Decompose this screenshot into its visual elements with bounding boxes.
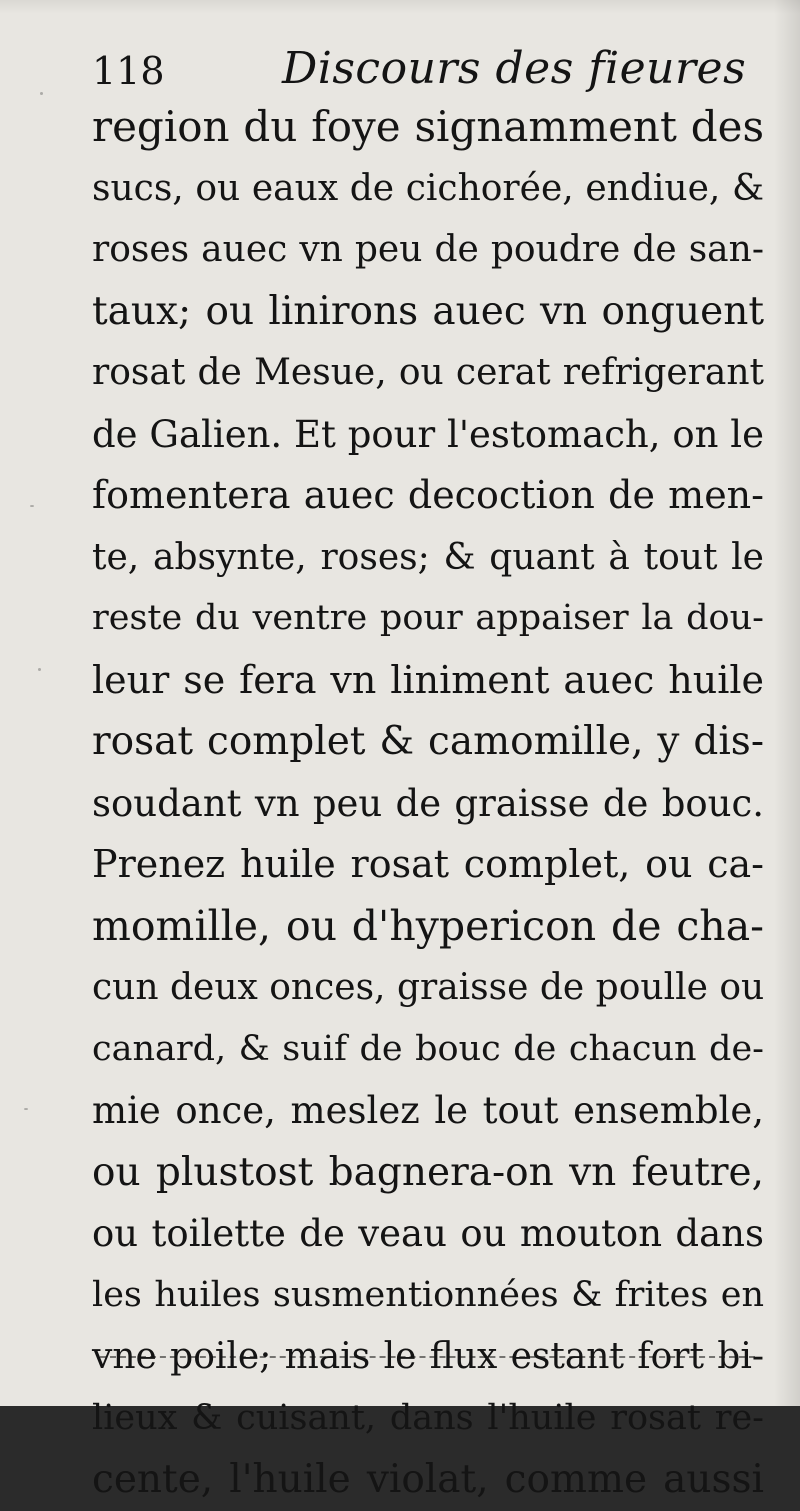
paper-speck — [30, 505, 34, 507]
text-line: sucs, ou eaux de cichorée, endiue, & — [92, 167, 764, 209]
text-line: leur se fera vn liniment auec huile — [92, 657, 764, 702]
text-line: region du foye signamment des — [92, 102, 764, 151]
text-line: roses auec vn peu de poudre de san- — [92, 229, 764, 270]
page-edge-shadow — [774, 0, 800, 1406]
text-line: de Galien. Et pour l'estomach, on le — [92, 412, 764, 456]
bottom-underline — [100, 1356, 755, 1358]
text-line: ou toilette de veau ou mouton dans — [92, 1212, 764, 1255]
running-title: Discours des fieures — [282, 43, 747, 94]
text-line: reste du ventre pour appaiser la dou- — [92, 598, 764, 638]
text-line: taux; ou linirons auec vn onguent — [92, 288, 764, 334]
paper-speck — [24, 1108, 28, 1110]
text-line: te, absynte, roses; & quant à tout le — [92, 536, 764, 578]
text-line: ou plustost bagnera-on vn feutre, — [92, 1149, 764, 1195]
text-line: fomentera auec decoction de men- — [92, 473, 764, 517]
page-top-shadow — [0, 0, 800, 14]
text-line: vne poile; mais le flux estant fort bi- — [92, 1336, 764, 1377]
text-line: canard, & suif de bouc de chacun de- — [92, 1028, 764, 1069]
text-line: mie once, meslez le tout ensemble, — [92, 1089, 764, 1132]
text-line: les huiles susmentionnées & frites en — [92, 1274, 764, 1315]
page-number: 118 — [92, 49, 165, 93]
text-line: lieux & cuisant, dans l'huile rosat re- — [92, 1397, 764, 1438]
paper-speck — [38, 668, 41, 671]
text-line: cente, l'huile violat, comme aussi — [92, 1457, 764, 1502]
text-line: Prenez huile rosat complet, ou ca- — [92, 842, 764, 886]
running-head — [92, 42, 752, 102]
text-line: rosat complet & camomille, y dis- — [92, 719, 764, 764]
text-line: cun deux onces, graisse de poulle ou — [92, 967, 765, 1008]
paper-speck — [40, 92, 43, 95]
body-text — [92, 96, 764, 1511]
text-line: soudant vn peu de graisse de bouc. — [92, 781, 764, 825]
paper-speck — [612, 52, 614, 55]
text-line: rosat de Mesue, ou cerat refrigerant — [92, 352, 764, 393]
text-line: momille, ou d'hypericon de cha- — [92, 901, 764, 950]
